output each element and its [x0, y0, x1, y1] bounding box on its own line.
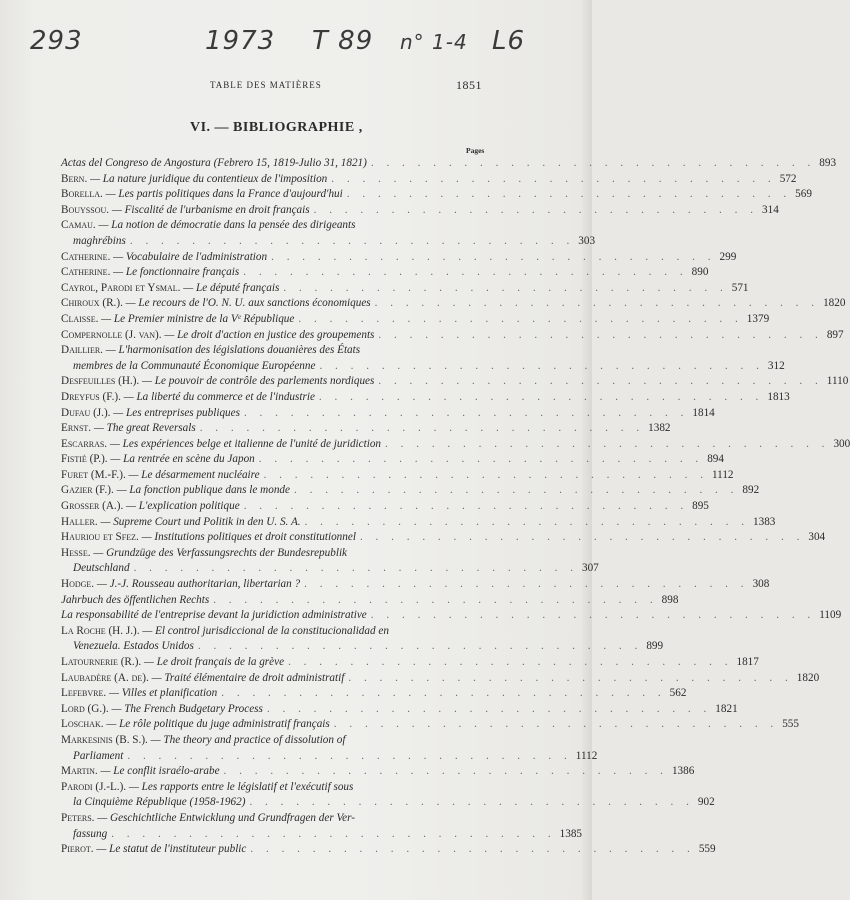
entry-title: — Le recours de l'O. N. U. aux sanctions économiques [125, 297, 371, 310]
entry-line [61, 483, 760, 499]
entry-title: — L'explication politique [126, 500, 240, 513]
entry-author: Dreyfus (F.). [61, 390, 121, 403]
dot-leader: . . . . . . . . . . . . . . . . . . . . . . . . . . . . . [133, 562, 578, 575]
bibliography-entry [61, 483, 760, 499]
dot-leader: . . . . . . . . . . . . . . . . . . . . . . . . . . . . . [223, 765, 668, 778]
entry-text [61, 187, 343, 203]
entry-page: 1820 [823, 297, 846, 310]
bibliography-entry [61, 187, 812, 203]
entry-author: La Roche (H. J.). [61, 624, 140, 637]
dot-leader: . . . . . . . . . . . . . . . . . . . . . . . . . . . . . [199, 422, 645, 435]
entry-text [61, 265, 239, 281]
entry-page: 1817 [736, 656, 759, 668]
bibliography-entry [61, 156, 837, 172]
section-title: VI. — BIBLIOGRAPHIE , [190, 120, 363, 135]
entry-author: Chiroux (R.). [61, 297, 123, 310]
entry-title: — Le Premier ministre de la Vᵉ République [101, 312, 295, 325]
entry-text [61, 811, 355, 827]
bibliography-entry [61, 374, 849, 390]
entry-author: Claisse. [61, 312, 99, 325]
bibliography-entry [61, 312, 770, 328]
entry-line [61, 250, 737, 266]
entry-title: — Fiscalité de l'urbanisme en droit français [111, 203, 310, 216]
bibliography-entry [61, 172, 797, 188]
entry-title: — La nature juridique du contentieux de l'imposition [90, 172, 328, 185]
dot-leader: . . . . . . . . . . . . . . . . . . . . . . . . . . . . . [374, 297, 820, 310]
entry-title-continued: membres de la Communauté Économique Européenne [73, 359, 316, 372]
entry-text [61, 655, 284, 671]
entry-text [61, 842, 246, 858]
bibliography-entry [61, 733, 598, 764]
entry-page: 1109 [819, 609, 842, 622]
entry-author: Peters. [61, 811, 95, 824]
dot-leader: . . . . . . . . . . . . . . . . . . . . . . . . . . . . . [370, 609, 816, 622]
entry-title: — Les rapports entre le législatif et l'exécutif sous [128, 780, 354, 793]
dot-leader: . . . . . . . . . . . . . . . . . . . . . . . . . . . . . [331, 172, 776, 185]
entry-text [61, 515, 301, 531]
entry-page: 894 [707, 453, 724, 466]
entry-author: Laubadère (A. de). [61, 671, 149, 684]
dot-leader: . . . . . . . . . . . . . . . . . . . . . . . . . . . . . [263, 468, 708, 481]
entry-title: La responsabilité de l'entreprise devant la juridiction administrative [61, 609, 367, 622]
entry-page: 890 [691, 266, 709, 279]
entry-text [61, 312, 294, 328]
entry-text [61, 593, 209, 609]
handwritten-annotation: 1973 [205, 26, 276, 56]
entry-page: 1821 [715, 702, 738, 715]
bibliography-entry [61, 593, 679, 609]
bibliography-entry [61, 702, 738, 718]
entry-author: Martin. [61, 765, 98, 778]
bibliography-entry [61, 468, 734, 484]
entry-title: — Les entreprises publiques [113, 406, 240, 419]
entry-line [61, 764, 695, 780]
entry-page: 569 [795, 188, 812, 201]
bibliography-entry [61, 671, 820, 687]
entry-page: 299 [719, 250, 737, 263]
entry-line [61, 749, 598, 765]
entry-page: 902 [697, 796, 715, 809]
entry-author: Dufau (J.). [61, 406, 111, 419]
entry-author: Catherine. [61, 266, 111, 279]
entry-title: — La rentrée en scène du Japon [110, 453, 255, 466]
bibliography-entry [61, 717, 799, 733]
entry-text [73, 639, 194, 655]
bibliography-entry [61, 655, 759, 671]
entry-line [61, 359, 785, 375]
entry-page: 1813 [767, 390, 790, 403]
entry-title: — Geschichtliche Entwicklung und Grundfragen der Ver- [97, 811, 355, 824]
entry-page: 1820 [796, 671, 820, 684]
bibliography-entry [61, 577, 770, 593]
entry-title-continued: la Cinquième République (1958-1962) [73, 796, 246, 809]
entry-text [73, 827, 107, 843]
entry-author: Ernst. [61, 422, 92, 435]
dot-leader: . . . . . . . . . . . . . . . . . . . . . . . . . . . . . [359, 531, 805, 544]
entry-title: — La fonction publique dans le monde [116, 484, 290, 497]
entry-text [61, 530, 356, 546]
entry-author: Bouyssou. [61, 203, 110, 216]
entry-text [61, 546, 347, 562]
entry-line [61, 499, 709, 515]
entry-author: Hesse. [61, 546, 91, 559]
entry-line [61, 156, 837, 172]
dot-leader: . . . . . . . . . . . . . . . . . . . . . . . . . . . . . [283, 281, 728, 294]
entry-title: — Le désarmement nucléaire [128, 468, 260, 481]
dot-leader: . . . . . . . . . . . . . . . . . . . . . . . . . . . . . [298, 312, 743, 325]
entry-author: Escarras. [61, 437, 108, 450]
entry-author: Gazier (F.). [61, 484, 114, 497]
entry-author: Hauriou et Sfez. [61, 531, 139, 544]
pages-column-label: Pages [466, 146, 485, 155]
entry-author: Cayrol, Parodi et Ysmal. [61, 281, 181, 294]
entry-title: — Traité élémentaire de droit administratif [151, 671, 345, 684]
dot-leader: . . . . . . . . . . . . . . . . . . . . . . . . . . . . . [250, 843, 695, 856]
entry-page: 571 [731, 281, 749, 294]
entry-line [61, 421, 671, 437]
entry-title: — El control jurisdiccional de la constitucionalidad en [142, 624, 389, 637]
bibliography-entry [61, 250, 737, 266]
entry-line [61, 390, 790, 406]
bibliography-entry [61, 218, 596, 249]
entry-line [61, 452, 724, 468]
entry-line [61, 296, 846, 312]
entry-line [61, 811, 487, 827]
entry-title: — La notion de démocratie dans la pensée des dirigeants [98, 219, 356, 232]
entry-text [61, 717, 330, 733]
entry-title: — The French Budgetary Process [111, 702, 263, 715]
entry-page: 303 [578, 234, 596, 247]
entry-text [61, 764, 220, 780]
entry-page: 304 [808, 531, 826, 544]
bibliography-entry [61, 281, 749, 297]
entry-line [61, 265, 709, 281]
entry-author: Loschak. [61, 718, 104, 731]
bibliography-entry [61, 296, 846, 312]
entry-text [73, 561, 130, 577]
dot-leader: . . . . . . . . . . . . . . . . . . . . . . . . . . . . . [258, 453, 704, 466]
entry-line [61, 234, 596, 250]
entry-page: 1814 [692, 406, 715, 419]
entry-title: — Le statut de l'instituteur public [96, 843, 247, 856]
entry-author: Furet (M.-F.). [61, 468, 126, 481]
entry-line [61, 780, 487, 796]
bibliography-entry [61, 686, 687, 702]
dot-leader: . . . . . . . . . . . . . . . . . . . . . . . . . . . . . [288, 656, 733, 668]
entry-page: 562 [669, 687, 687, 700]
dot-leader: . . . . . . . . . . . . . . . . . . . . . . . . . . . . . [348, 671, 793, 684]
entry-text [61, 702, 263, 718]
bibliography-entry [61, 546, 599, 577]
entry-page: 312 [767, 359, 785, 372]
entry-page: 895 [692, 500, 709, 513]
bibliography-entry [61, 406, 715, 422]
entry-line [61, 717, 799, 733]
handwritten-annotation: n° 1-4 [400, 30, 468, 54]
entry-line [61, 203, 779, 219]
entry-text [61, 733, 346, 749]
entry-text [61, 437, 381, 453]
entry-text [61, 671, 344, 687]
entry-author: Borella. [61, 188, 103, 201]
entry-text [61, 172, 327, 188]
entry-text [61, 390, 315, 406]
entry-line [61, 515, 776, 531]
entry-text [61, 343, 360, 359]
entry-page: 898 [661, 593, 679, 606]
entry-text [61, 406, 240, 422]
dot-leader: . . . . . . . . . . . . . . . . . . . . . . . . . . . . . [378, 375, 823, 388]
entry-text [61, 499, 240, 515]
entry-text [61, 374, 374, 390]
bibliography-entry [61, 343, 785, 374]
entry-line [61, 312, 770, 328]
entry-page: 300 [833, 437, 850, 450]
entry-author: Pierot. [61, 843, 94, 856]
entry-text [61, 577, 300, 593]
entry-title-continued: Deutschland [73, 562, 130, 575]
entry-line [61, 328, 844, 344]
bibliography-entry [61, 764, 695, 780]
entry-author: Daillier. [61, 344, 103, 357]
bibliography-list [61, 156, 850, 858]
dot-leader: . . . . . . . . . . . . . . . . . . . . . . . . . . . . . [319, 359, 764, 372]
entry-author: Haller. [61, 515, 98, 528]
entry-line [61, 406, 715, 422]
entry-title: — The theory and practice of dissolution of [150, 733, 346, 746]
entry-line [61, 686, 687, 702]
dot-leader: . . . . . . . . . . . . . . . . . . . . . . . . . . . . . [313, 203, 759, 216]
entry-line [61, 624, 487, 640]
entry-line [61, 187, 812, 203]
entry-text [61, 452, 255, 468]
entry-title: — The great Reversals [93, 422, 196, 435]
bibliography-entry [61, 780, 715, 811]
entry-title: — Le rôle politique du juge administratif français [106, 718, 330, 731]
entry-line [61, 468, 734, 484]
dot-leader: . . . . . . . . . . . . . . . . . . . . . . . . . . . . . [127, 749, 572, 762]
entry-line [61, 655, 759, 671]
entry-title: — Institutions politiques et droit constitutionnel [141, 531, 356, 544]
entry-title-continued: Venezuela. Estados Unidos [73, 640, 194, 653]
entry-page: 308 [752, 578, 770, 591]
entry-line [61, 608, 842, 624]
entry-title: — Vocabulaire de l'administration [113, 250, 268, 263]
dot-leader: . . . . . . . . . . . . . . . . . . . . . . . . . . . . . [243, 500, 689, 513]
entry-page: 1112 [711, 468, 734, 481]
dot-leader: . . . . . . . . . . . . . . . . . . . . . . . . . . . . . [318, 390, 764, 403]
entry-line [61, 795, 715, 811]
bibliography-entry [61, 437, 850, 453]
running-header [0, 80, 592, 96]
entry-title: — Villes et planification [109, 687, 218, 700]
entry-text [61, 421, 196, 437]
entry-line [61, 593, 679, 609]
entry-page: 892 [742, 484, 760, 497]
entry-line [61, 172, 797, 188]
header-title: TABLE DES MATIÈRES [210, 80, 322, 90]
entry-line [61, 577, 770, 593]
dot-leader: . . . . . . . . . . . . . . . . . . . . . . . . . . . . . [304, 578, 749, 591]
bibliography-entry [61, 530, 826, 546]
entry-author: Fistié (P.). [61, 453, 108, 466]
entry-title-continued: maghrébins [73, 234, 126, 247]
dot-leader: . . . . . . . . . . . . . . . . . . . . . . . . . . . . . [129, 234, 575, 247]
entry-line [61, 733, 487, 749]
dot-leader: . . . . . . . . . . . . . . . . . . . . . . . . . . . . . [249, 796, 694, 809]
handwritten-annotation: 293 [30, 26, 83, 56]
entry-line [61, 842, 716, 858]
entry-author: Grosser (A.). [61, 500, 124, 513]
entry-line [61, 530, 826, 546]
entry-title: — Le droit d'action en justice des groupements [164, 328, 375, 341]
dot-leader: . . . . . . . . . . . . . . . . . . . . . . . . . . . . . [243, 406, 689, 419]
bibliography-entry [61, 499, 709, 515]
entry-page: 1379 [746, 312, 770, 325]
dot-leader: . . . . . . . . . . . . . . . . . . . . . . . . . . . . . [213, 593, 658, 606]
entry-author: Camau. [61, 219, 96, 232]
entry-page: 559 [698, 843, 716, 856]
dot-leader: . . . . . . . . . . . . . . . . . . . . . . . . . . . . . [197, 640, 643, 653]
page-number: 1851 [456, 78, 482, 92]
entry-title: — Grundzüge des Verfassungsrechts der Bundesrepublik [93, 546, 348, 559]
entry-text [61, 780, 353, 796]
entry-line [61, 827, 582, 843]
entry-page: 1110 [826, 375, 849, 388]
entry-text [73, 234, 126, 250]
entry-author: Lefebvre. [61, 687, 107, 700]
entry-title: — J.-J. Rousseau authoritarian, libertarian ? [96, 578, 301, 591]
entry-page: 1386 [671, 765, 695, 778]
entry-page: 555 [782, 718, 799, 731]
bibliography-entry [61, 624, 664, 655]
dot-leader: . . . . . . . . . . . . . . . . . . . . . . . . . . . . . [378, 328, 823, 341]
dot-leader: . . . . . . . . . . . . . . . . . . . . . . . . . . . . . [370, 157, 816, 169]
entry-text [61, 624, 389, 640]
entry-title: — Le député français [183, 281, 280, 294]
bibliography-entry [61, 842, 716, 858]
dot-leader: . . . . . . . . . . . . . . . . . . . . . . . . . . . . . [271, 250, 716, 263]
entry-author: Catherine. [61, 250, 111, 263]
entry-author: Latournerie (R.). [61, 656, 142, 668]
bibliography-entry [61, 608, 842, 624]
entry-text [73, 749, 123, 765]
bibliography-entry [61, 203, 779, 219]
entry-page: 1382 [648, 422, 671, 435]
dot-leader: . . . . . . . . . . . . . . . . . . . . . . . . . . . . . [294, 484, 739, 497]
entry-text [61, 218, 356, 234]
entry-line [61, 281, 749, 297]
entry-page: 897 [826, 328, 844, 341]
entry-title: — La liberté du commerce et de l'industrie [123, 390, 315, 403]
entry-text [61, 686, 217, 702]
entry-title: — Les expériences belge et italienne de l'unité de juridiction [109, 437, 382, 450]
entry-text [61, 203, 310, 219]
entry-author: Compernolle (J. van). [61, 328, 162, 341]
handwritten-annotation: T 89 [312, 26, 374, 56]
entry-title-continued: fassung [73, 827, 108, 840]
entry-author: Markesinis (B. S.). [61, 733, 148, 746]
handwritten-annotation: L6 [492, 26, 526, 56]
entry-title-continued: Parliament [73, 749, 124, 762]
entry-line [61, 671, 820, 687]
entry-line [61, 218, 487, 234]
bibliography-entry [61, 452, 724, 468]
entry-text [61, 156, 367, 172]
entry-title: — Le conflit israélo-arabe [100, 765, 220, 778]
dot-leader: . . . . . . . . . . . . . . . . . . . . . . . . . . . . . [385, 437, 830, 450]
bibliography-entry [61, 421, 671, 437]
entry-text [61, 608, 367, 624]
entry-text [61, 281, 279, 297]
entry-page: 1385 [559, 827, 582, 840]
bibliography-entry [61, 265, 709, 281]
entry-text [73, 359, 315, 375]
entry-page: 314 [762, 203, 779, 216]
entry-line [61, 702, 738, 718]
dot-leader: . . . . . . . . . . . . . . . . . . . . . . . . . . . . . [304, 515, 749, 528]
entry-page: 899 [646, 640, 664, 653]
entry-line [61, 546, 487, 562]
entry-page: 1112 [575, 749, 598, 762]
entry-author: Hodge. [61, 578, 95, 591]
dot-leader: . . . . . . . . . . . . . . . . . . . . . . . . . . . . . [111, 827, 556, 840]
entry-title: Jahrbuch des öffentlichen Rechts [61, 593, 210, 606]
entry-text [61, 250, 267, 266]
entry-line [61, 561, 599, 577]
entry-page: 893 [819, 157, 837, 169]
bibliography-entry [61, 390, 790, 406]
bibliography-entry [61, 811, 582, 842]
bibliography-entry [61, 328, 844, 344]
entry-page: 1383 [753, 515, 776, 528]
entry-text [61, 483, 290, 499]
entry-line [61, 437, 850, 453]
dot-leader: . . . . . . . . . . . . . . . . . . . . . . . . . . . . . [243, 266, 688, 279]
entry-page: 572 [779, 172, 797, 185]
entry-page: 307 [581, 562, 599, 575]
entry-title: — Le pouvoir de contrôle des parlements nordiques [142, 375, 375, 388]
dot-leader: . . . . . . . . . . . . . . . . . . . . . . . . . . . . . [221, 687, 666, 700]
dot-leader: . . . . . . . . . . . . . . . . . . . . . . . . . . . . . [266, 702, 712, 715]
entry-title: — Le fonctionnaire français [113, 266, 240, 279]
entry-text [61, 328, 374, 344]
dot-leader: . . . . . . . . . . . . . . . . . . . . . . . . . . . . . [346, 188, 792, 201]
dot-leader: . . . . . . . . . . . . . . . . . . . . . . . . . . . . . [333, 718, 779, 731]
entry-author: Parodi (J.-L.). [61, 780, 127, 793]
entry-line [61, 343, 487, 359]
entry-author: Desfeuilles (H.). [61, 375, 140, 388]
entry-title: — Le droit français de la grève [144, 656, 285, 668]
entry-title: — Supreme Court und Politik in den U. S. A. [100, 515, 301, 528]
entry-title: — Les partis politiques dans la France d'aujourd'hui [105, 188, 343, 201]
entry-line [61, 639, 664, 655]
entry-text [61, 296, 371, 312]
entry-text [61, 468, 260, 484]
bibliography-entry [61, 515, 776, 531]
entry-title: Actas del Congreso de Angostura (Febrero 15, 1819-Julio 31, 1821) [61, 157, 367, 169]
entry-line [61, 374, 849, 390]
entry-author: Lord (G.). [61, 702, 109, 715]
entry-title: — L'harmonisation des législations douanières des États [105, 344, 361, 357]
entry-author: Bern. [61, 172, 88, 185]
entry-text [73, 795, 245, 811]
